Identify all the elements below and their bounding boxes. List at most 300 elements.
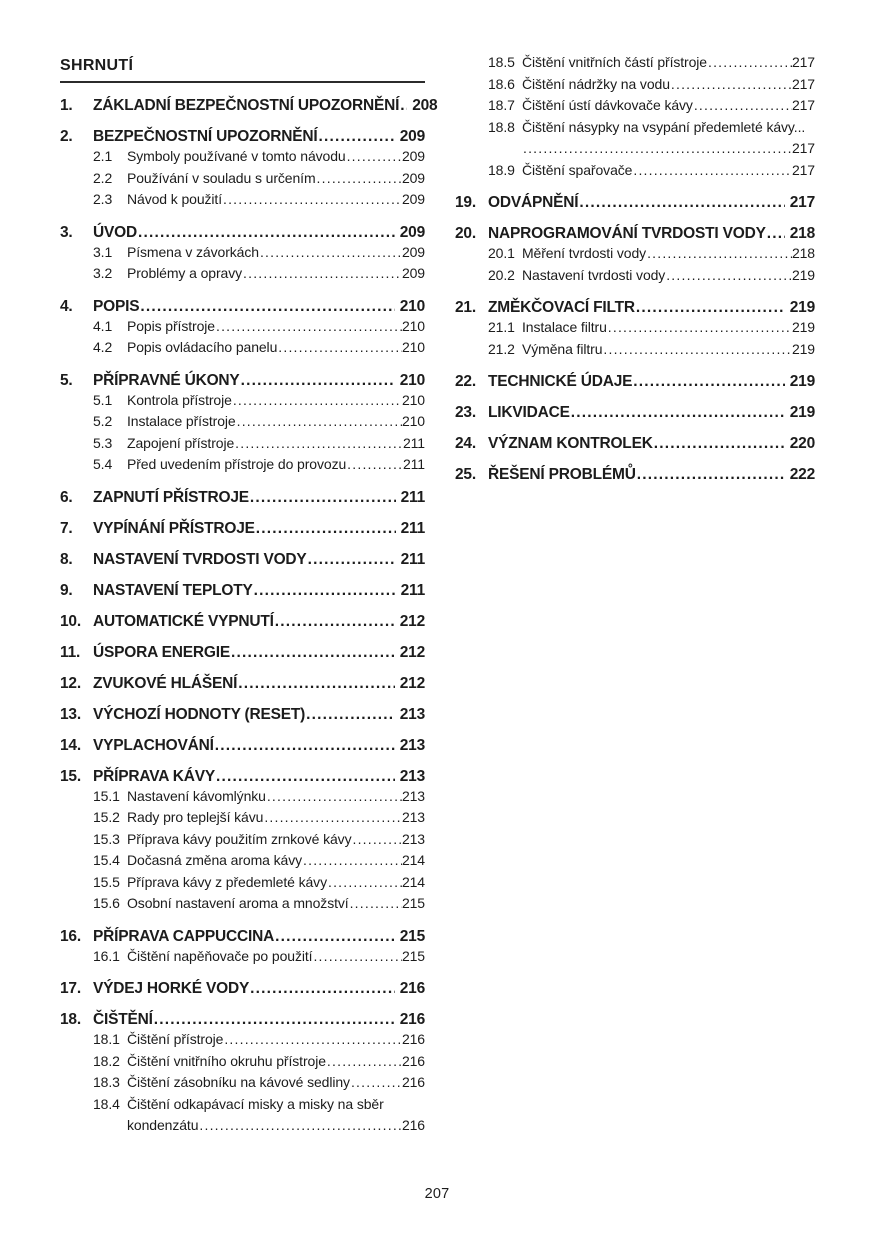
dot-leader [327,872,402,894]
toc-entry-body [522,160,815,182]
toc-entry-21-1[interactable] [455,317,815,339]
toc-entry-5-2[interactable] [60,411,425,433]
dot-leader [253,581,396,600]
toc-entry-page: 216 [401,1117,425,1133]
toc-entry-16[interactable] [60,927,425,946]
toc-entry-title: Popis ovládacího panelu [127,339,278,355]
toc-entry-number: 10. [60,612,81,630]
toc-column-left [60,84,438,1137]
toc-entry-15-6[interactable] [60,893,425,915]
toc-entry-number: 21.2 [488,340,515,357]
toc-entry-page: 212 [399,674,425,692]
toc-entry-title: PŘÍPRAVA KÁVY [93,767,215,785]
dot-leader [198,1115,402,1137]
toc-entry-number: 21. [455,299,476,316]
toc-entry-page: 218 [789,225,815,242]
toc-entry-page: 210 [399,297,425,315]
toc-entry-title: Instalace přístroje [127,413,236,429]
dot-leader [222,189,402,211]
dot-leader [653,434,785,453]
dot-leader [236,411,402,433]
toc-entry-title: Čištění napěňovače po použití [127,947,313,964]
dot-leader [636,465,785,484]
toc-entry-title: ZÁKLADNÍ BEZPEČNOSTNÍ UPOZORNĚNÍ [93,97,400,114]
dot-leader [670,74,792,96]
toc-entry-page: 211 [400,550,425,568]
toc-entry-title: POPIS [93,297,140,315]
toc-entry-number: 3.1 [93,243,113,260]
toc-entry-11[interactable] [60,643,425,662]
dot-leader [274,927,395,946]
toc-entry-body [93,581,425,600]
toc-entry-title: Zapojení přístroje [127,434,235,451]
toc-entry-page: 209 [401,243,425,260]
toc-entry-4-1[interactable] [60,316,425,338]
dot-leader [266,786,402,808]
toc-entry-body [127,454,425,476]
toc-entry-page: 209 [399,223,425,241]
dot-leader [766,224,785,243]
toc-entry-body [127,242,425,264]
toc-entry-25[interactable] [455,465,815,484]
dot-leader [230,643,395,662]
toc-entry-page: 212 [399,612,425,630]
toc-entry-number: 18.5 [488,54,515,70]
toc-entry-body [522,339,815,361]
toc-entry-number: 9. [60,581,73,599]
toc-entry-number: 2.1 [93,148,113,164]
toc-entry-page: 219 [789,299,815,316]
toc-entry-number: 6. [60,488,73,506]
toc-entry-number: 15.6 [93,895,120,911]
toc-entry-18-8[interactable] [455,117,815,160]
toc-entry-10[interactable] [60,612,425,631]
dot-leader [249,488,396,507]
dot-leader [249,979,395,998]
toc-entry-15-1[interactable] [60,786,425,808]
toc-entry-number: 18.2 [93,1052,120,1069]
toc-entry-body [93,767,425,786]
toc-entry-21-2[interactable] [455,339,815,361]
toc-entry-body [93,674,425,693]
dot-leader [350,1072,402,1094]
dot-leader [153,1010,395,1029]
toc-entry-title: Návod k použití [127,191,222,207]
toc-entry-18[interactable] [60,1010,425,1029]
dot-leader [351,829,401,851]
toc-entry-title: ÚVOD [93,223,137,241]
toc-entry-2-1[interactable] [60,146,425,168]
toc-entry-body [127,316,425,338]
toc-entry-18-9[interactable] [455,160,815,182]
toc-entry-18-4[interactable] [60,1094,425,1137]
toc-entry-18-3[interactable] [60,1072,425,1094]
toc-entry-17[interactable] [60,979,425,998]
toc-entry-body [93,643,425,662]
dot-leader [522,138,792,160]
toc-entry-2-3[interactable] [60,189,425,211]
toc-entry-number: 22. [455,373,476,390]
toc-entry-body [93,371,425,390]
toc-entry-15[interactable] [60,767,425,786]
toc-entry-number: 18.9 [488,161,515,178]
toc-entry-15-2[interactable] [60,807,425,829]
toc-entry-body [127,263,425,285]
toc-entry-number: 3. [60,223,73,241]
toc-entry-page: 220 [789,435,815,452]
toc-entry-body [488,298,815,317]
toc-entry-page: 213 [401,809,425,825]
dot-leader [317,127,394,146]
toc-entry-number: 14. [60,736,81,754]
toc-entry-number: 17. [60,980,81,997]
toc-entry-body [522,117,815,160]
toc-entry-number: 15.5 [93,873,120,890]
toc-entry-page: 210 [401,413,425,429]
page-number: 207 [424,1186,450,1202]
toc-entry-number: 16.1 [93,947,120,964]
toc-entry-4-2[interactable] [60,337,425,359]
toc-entry-6[interactable] [60,488,425,507]
toc-entry-title: PŘÍPRAVA CAPPUCCINA [93,927,275,945]
toc-entry-20-2[interactable] [455,265,815,287]
toc-entry-title: VYPLACHOVÁNÍ [93,736,214,754]
toc-entry-page: 222 [789,466,815,483]
toc-entry-number: 2. [60,128,73,145]
dot-leader [255,519,396,538]
toc-entry-body [127,168,425,190]
dot-leader [349,893,402,915]
toc-entry-number: 18.3 [93,1074,120,1090]
toc-entry-page: 213 [399,705,425,723]
dot-leader [237,674,394,693]
toc-entry-page: 215 [401,895,425,911]
toc-entry-18-7[interactable] [455,95,815,117]
toc-entry-page: 212 [399,643,425,661]
toc-entry-title: Symboly používané v tomto návodu [127,148,346,164]
dot-leader [346,454,403,476]
toc-entry-22[interactable] [455,372,815,391]
toc-entry-title: Čištění vnitřních částí přístroje [522,54,707,70]
dot-leader [693,95,792,117]
toc-entry-body [488,224,815,243]
toc-entry-number: 23. [455,404,476,421]
dot-leader [312,946,401,968]
toc-entry-16-1[interactable] [60,946,425,968]
toc-entry-page: 209 [401,265,425,281]
toc-entry-page: 217 [791,140,815,156]
toc-entry-body [93,223,425,242]
toc-entry-title: Výměna filtru [522,340,603,357]
toc-entry-5-1[interactable] [60,390,425,412]
toc-entry-18-1[interactable] [60,1029,425,1051]
toc-entry-title: PŘÍPRAVNÉ ÚKONY [93,371,240,389]
toc-entry-body [488,193,815,212]
dot-leader [326,1051,402,1073]
dot-leader [223,1029,402,1051]
toc-entry-15-5[interactable] [60,872,425,894]
toc-entry-number: 4.2 [93,339,113,355]
toc-entry-page: 209 [401,191,425,207]
toc-entry-body [522,243,815,265]
dot-leader [307,550,396,569]
toc-entry-15-4[interactable] [60,850,425,872]
toc-entry-5-4[interactable] [60,454,425,476]
toc-entry-number: 19. [455,194,476,211]
toc-entry-page: 219 [791,319,815,335]
toc-entry-title-line: Čištění odkapávací misky a misky na sběr [127,1095,384,1112]
dot-leader [302,850,402,872]
dot-leader [607,317,792,339]
toc-entry-page: 217 [791,161,815,178]
toc-entry-title: ZVUKOVÉ HLÁŠENÍ [93,674,238,692]
toc-entry-body [127,786,425,808]
dot-leader [646,243,792,265]
dot-leader [214,736,395,755]
toc-entry-title: Rady pro teplejší kávu [127,809,264,825]
toc-entry-title: VÝZNAM KONTROLEK [488,435,653,452]
toc-entry-page: 216 [399,1011,425,1028]
toc-entry-title: Popis přístroje [127,317,215,334]
toc-entry-14[interactable] [60,736,425,755]
dot-leader [259,242,402,264]
toc-entry-title: Dočasná změna aroma kávy [127,852,303,868]
toc-entry-title: kondenzátu [127,1117,199,1133]
toc-entry-title: Problémy a opravy [127,265,243,281]
toc-entry-body [127,1094,425,1137]
toc-entry-page: 211 [400,519,425,537]
dot-leader [632,160,792,182]
toc-entry-title: Měření tvrdosti vody [522,245,647,261]
toc-entry-title: ZAPNUTÍ PŘÍSTROJE [93,488,249,506]
toc-entry-number: 15.2 [93,809,120,825]
toc-entry-title: TECHNICKÉ ÚDAJE [488,373,633,390]
toc-entry-18-5[interactable] [455,52,815,74]
toc-entry-number: 8. [60,550,73,568]
toc-entry-page: 216 [401,1074,425,1090]
toc-entry-title: ČIŠTĚNÍ [93,1011,153,1028]
toc-entry-12[interactable] [60,674,425,693]
toc-entry-page: 209 [399,128,425,145]
toc-entry-number: 3.2 [93,265,113,281]
toc-entry-title: Nastavení kávomlýnku [127,787,266,804]
toc-entry-body [488,403,815,422]
toc-entry-page: 217 [791,97,815,113]
toc-entry-number: 18.7 [488,97,515,113]
toc-entry-page: 211 [402,456,425,472]
toc-entry-page: 214 [401,873,425,890]
toc-entry-number: 15.3 [93,830,120,847]
toc-entry-page: 219 [791,340,815,357]
toc-entry-3[interactable] [60,223,425,242]
toc-entry-title: Příprava kávy použitím zrnkové kávy [127,830,352,847]
toc-entry-18-6[interactable] [455,74,815,96]
toc-entry-7[interactable] [60,519,425,538]
toc-entry-body [93,550,425,569]
toc-entry-title: Písmena v závorkách [127,243,259,260]
toc-entry-number: 7. [60,519,73,537]
toc-entry-number: 16. [60,927,81,945]
toc-entry-page: 210 [401,391,425,408]
toc-entry-5-3[interactable] [60,433,425,455]
dot-leader [274,612,395,631]
toc-entry-title: VÝCHOZÍ HODNOTY (RESET) [93,705,306,723]
toc-entry-title: VÝDEJ HORKÉ VODY [93,980,250,997]
toc-entry-body [93,1010,425,1029]
toc-entry-1[interactable] [60,96,438,115]
toc-entry-title: Příprava kávy z předemleté kávy [127,873,327,890]
toc-entry-page: 213 [401,830,425,847]
toc-entry-body [488,434,815,453]
toc-entry-title-line: Čištění násypky na vsypání předemleté kávy... [522,118,806,135]
toc-entry-body [127,146,425,168]
toc-entry-number: 15.1 [93,787,120,804]
toc-entry-20-1[interactable] [455,243,815,265]
toc-entry-number: 5. [60,371,73,389]
toc-entry-21[interactable] [455,298,815,317]
toc-entry-title: Před uvedením přístroje do provozu [127,456,347,472]
toc-entry-19[interactable] [455,193,815,212]
toc-entry-15-3[interactable] [60,829,425,851]
toc-entry-body [127,850,425,872]
toc-entry-title: Instalace filtru [522,319,607,335]
toc-entry-body [522,265,815,287]
toc-entry-page: 219 [789,404,815,421]
page-title: SHRNUTÍ [60,57,425,83]
toc-entry-number: 5.3 [93,434,113,451]
toc-entry-title: AUTOMATICKÉ VYPNUTÍ [93,612,274,630]
toc-entry-title: Osobní nastavení aroma a množství [127,895,349,911]
toc-entry-number: 11. [60,643,81,661]
toc-entry-body [93,927,425,946]
toc-entry-page: 211 [402,434,425,451]
toc-entry-body [93,519,425,538]
dot-leader [602,339,792,361]
toc-entry-body [93,127,425,146]
toc-entry-8[interactable] [60,550,425,569]
toc-entry-number: 25. [455,466,476,483]
toc-entry-page: 210 [401,317,425,334]
toc-entry-number: 15.4 [93,852,120,868]
toc-entry-body [127,433,425,455]
toc-column-right [455,52,815,484]
toc-entry-body [93,612,425,631]
toc-entry-body [127,872,425,894]
dot-leader [139,297,394,316]
toc-entry-body [127,390,425,412]
toc-entry-number: 4.1 [93,317,113,334]
toc-entry-number: 4. [60,297,73,315]
toc-entry-body [127,1029,425,1051]
toc-entry-page: 213 [399,767,425,785]
toc-entry-number: 20. [455,225,476,242]
dot-leader [215,316,402,338]
toc-entry-number: 18.8 [488,118,515,135]
toc-entry-title: Čištění nádržky na vodu [522,75,670,92]
toc-entry-4[interactable] [60,297,425,316]
toc-entry-3-2[interactable] [60,263,425,285]
dot-leader [277,337,402,359]
dot-leader [635,298,785,317]
toc-entry-number: 5.4 [93,456,113,472]
toc-entry-page: 216 [401,1052,425,1069]
toc-entry-24[interactable] [455,434,815,453]
toc-entry-page: 208 [412,97,438,114]
toc-entry-body [127,1051,425,1073]
toc-entry-body [93,488,425,507]
dot-leader [316,168,402,190]
toc-entry-number: 5.1 [93,391,113,408]
toc-entry-title: Čištění spařovače [522,161,633,178]
toc-entry-title: ÚSPORA ENERGIE [93,643,231,661]
toc-entry-23[interactable] [455,403,815,422]
toc-entry-20[interactable] [455,224,815,243]
toc-entry-body [93,297,425,316]
toc-entry-title: Čištění vnitřního okruhu přístroje [127,1052,326,1069]
toc-entry-body [93,736,425,755]
toc-entry-body [488,372,815,391]
toc-entry-body [127,893,425,915]
toc-entry-number: 2.3 [93,191,113,207]
toc-entry-body [127,411,425,433]
toc-entry-body [127,946,425,968]
toc-entry-9[interactable] [60,581,425,600]
dot-leader [240,371,395,390]
toc-entry-18-2[interactable] [60,1051,425,1073]
toc-entry-title: NASTAVENÍ TEPLOTY [93,581,253,599]
dot-leader [234,433,403,455]
dot-leader [707,52,792,74]
dot-leader [665,265,792,287]
toc-entry-number: 15. [60,767,81,785]
toc-entry-body [127,1072,425,1094]
toc-entry-body [127,337,425,359]
toc-entry-number: 18.1 [93,1031,120,1047]
toc-entry-body [127,807,425,829]
toc-entry-page: 217 [791,54,815,70]
toc-entry-title: ZMĚKČOVACÍ FILTR [488,299,635,316]
toc-entry-body [522,317,815,339]
toc-entry-body [93,705,425,724]
toc-entry-number: 20.1 [488,245,515,261]
toc-entry-2-2[interactable] [60,168,425,190]
toc-entry-title: Nastavení tvrdosti vody [522,266,666,283]
toc-entry-page: 214 [401,852,425,868]
toc-entry-page: 216 [401,1031,425,1047]
toc-entry-number: 21.1 [488,319,515,335]
toc-entry-title: BEZPEČNOSTNÍ UPOZORNĚNÍ [93,128,318,145]
toc-entry-page: 213 [399,736,425,754]
toc-entry-page: 217 [791,75,815,92]
toc-entry-number: 24. [455,435,476,452]
dot-leader [632,372,784,391]
toc-entry-3-1[interactable] [60,242,425,264]
toc-entry-body [488,465,815,484]
toc-entry-number: 1. [60,97,73,114]
toc-entry-title: Čištění zásobníku na kávové sedliny [127,1074,350,1090]
toc-entry-number: 2.2 [93,169,113,186]
toc-entry-number: 18.4 [93,1095,120,1112]
dot-leader [137,223,395,242]
toc-entry-2[interactable] [60,127,425,146]
toc-entry-page: 216 [399,980,425,997]
toc-entry-13[interactable] [60,705,425,724]
toc-entry-title: VYPÍNÁNÍ PŘÍSTROJE [93,519,255,537]
toc-entry-page: 211 [400,581,425,599]
dot-leader [570,403,785,422]
toc-entry-5[interactable] [60,371,425,390]
toc-entry-page: 210 [401,339,425,355]
